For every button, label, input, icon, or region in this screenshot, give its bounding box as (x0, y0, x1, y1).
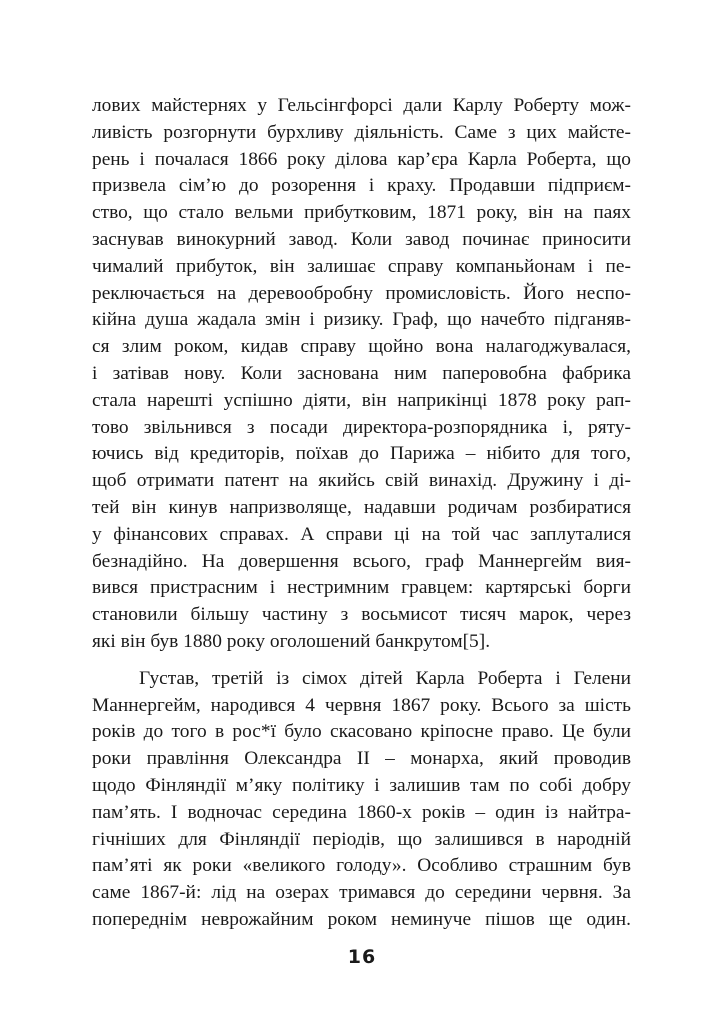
text-line: ство, що стало вельми прибутковим, 1871 року, він на паях (92, 202, 631, 224)
text-line: попереднім неврожайним роком неминуче пішов ще один. (92, 908, 631, 930)
text-line: стала нарешті успішно діяти, він наприкінці 1878 року рап- (92, 389, 631, 411)
text-line: пам’ять. І водночас середина 1860-х років – один із найтра- (92, 801, 631, 823)
text-line: чималий прибуток, він залишає справу компаньйонам і пе- (92, 255, 631, 277)
text-line: безнадійно. На довершення всього, граф Маннергейм вия- (92, 550, 631, 572)
paragraph-gap (92, 656, 631, 666)
text-line: щодо Фінляндії м’яку політику і залишив там по собі добру (92, 774, 631, 796)
text-line: становили більшу частину з восьмисот тисяч марок, через (92, 604, 631, 626)
text-line: пам’яті як роки «великого голоду». Особливо страшним був (92, 855, 631, 877)
text-line: і затівав нову. Коли заснована ним паперовобна фабрика (92, 362, 631, 384)
text-line: Маннергейм, народився 4 червня 1867 року. Всього за шість (92, 694, 631, 716)
text-line: кійна душа жадала змін і ризику. Граф, що начебто підганяв- (92, 309, 631, 331)
text-line: роки правління Олександра II – монарха, який проводив (92, 748, 631, 770)
text-line: вився пристрасним і нестримним гравцем: картярські борги (92, 577, 631, 599)
text-line: тей він кинув напризволяще, надавши родичам розбиратися (92, 496, 631, 518)
text-line: гічніших для Фінляндії періодів, що залишився в народній (92, 828, 631, 850)
text-line: ся злим роком, кидав справу щойно вона налагоджувалася, (92, 336, 631, 358)
text-line: Густав, третій із сімох дітей Карла Роберта і Гелени (139, 667, 631, 689)
text-line: у фінансових справах. А справи ці на той час заплуталися (92, 523, 631, 545)
text-line: рень і почалася 1866 року ділова кар’єра Карла Роберта, що (92, 148, 631, 170)
text-line: які він був 1880 року оголошений банкрутом[5]. (92, 630, 491, 652)
text-line: тово звільнився з посади директора-розпорядника і, ряту- (92, 416, 631, 438)
text-line: ливість розгорнути бурхливу діяльність. Саме з цих майсте- (92, 121, 631, 143)
text-line: щоб отримати патент на якийсь свій винахід. Дружину і ді- (92, 470, 631, 492)
text-line: саме 1867-й: лід на озерах тримався до середини червня. За (92, 882, 631, 904)
text-line: років до того в рос*ї було скасовано кріпосне право. Це були (92, 721, 631, 743)
text-line: призвела сім’ю до розорення і краху. Продавши підприєм- (92, 175, 631, 197)
text-line: лових майстернях у Гельсінгфорсі дали Карлу Роберту мож- (92, 95, 631, 116)
paragraph-1 (92, 93, 631, 656)
paragraph-2 (92, 666, 631, 934)
text-line: реключається на деревообробну промисловість. Його неспо- (92, 282, 631, 304)
page-number: 16 (347, 946, 377, 968)
text-line: заснував винокурний завод. Коли завод починає приносити (92, 228, 631, 250)
body-text (92, 93, 631, 934)
text-line: ючись від кредиторів, поїхав до Парижа – нібито для того, (92, 443, 631, 465)
